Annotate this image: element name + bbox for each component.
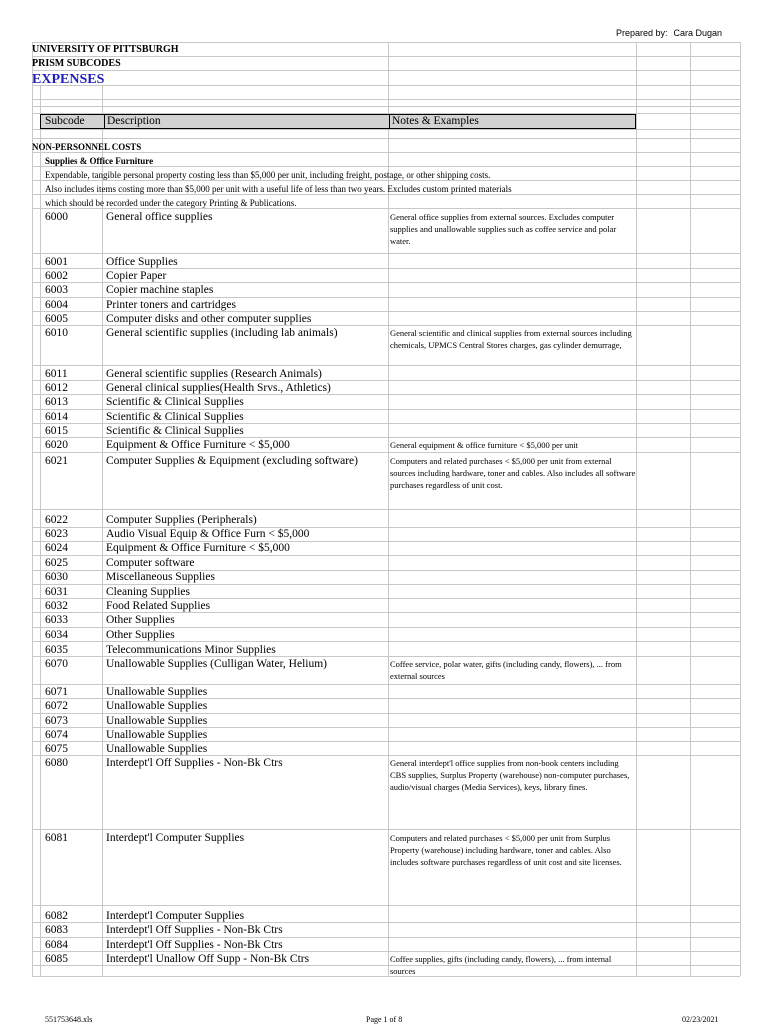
subcode-cell: 6035 xyxy=(45,644,68,656)
subcode-cell: 6020 xyxy=(45,439,68,451)
grid-row-line xyxy=(32,452,740,453)
subcode-cell: 6071 xyxy=(45,686,68,698)
subcode-cell: 6002 xyxy=(45,270,68,282)
description-cell: Other Supplies xyxy=(106,629,175,641)
notes-cell: General office supplies from external sources. Excludes computer supplies and unallowable supplies such as coffee service and polar water. xyxy=(390,212,617,246)
subcode-cell: 6021 xyxy=(45,455,68,467)
description-cell: Scientific & Clinical Supplies xyxy=(106,411,244,423)
subcode-cell: 6013 xyxy=(45,396,68,408)
grid-row-line xyxy=(32,42,740,43)
grid-row-line xyxy=(32,166,740,167)
notes-cell: General scientific and clinical supplies from external sources including chemicals, UPMCS Central Stores charges, gas cylinder demurrage, xyxy=(390,328,632,350)
description-cell: Interdept'l Unallow Off Supp - Non-Bk Ctrs xyxy=(106,953,310,965)
description-cell: Unallowable Supplies xyxy=(106,729,208,741)
subcode-cell: 6081 xyxy=(45,832,68,844)
subcode-cell: 6073 xyxy=(45,715,68,727)
notes-cell: Coffee service, polar water, gifts (including candy, flowers), ... from external sources xyxy=(390,659,622,681)
prepared-label: Prepared by: xyxy=(615,28,668,38)
section-title: NON-PERSONNEL COSTS xyxy=(32,142,142,152)
description-cell: Computer disks and other computer supplies xyxy=(106,313,312,325)
description-cell: Computer software xyxy=(106,557,195,569)
description-cell: Miscellaneous Supplies xyxy=(106,571,215,583)
subcode-cell: 6085 xyxy=(45,953,68,965)
section-intro-line: Also includes items costing more than $5,000 per unit with a useful life of less than two years. Excludes custom printed materials xyxy=(45,184,512,194)
description-cell: Interdept'l Computer Supplies xyxy=(106,910,245,922)
description-cell: General scientific supplies (including lab animals) xyxy=(106,327,338,339)
grid-row-line xyxy=(32,713,740,714)
description-cell: Copier Paper xyxy=(106,270,167,282)
subcode-cell: 6001 xyxy=(45,256,68,268)
description-cell: Interdept'l Off Supplies - Non-Bk Ctrs xyxy=(106,757,283,769)
document-subtitle: PRISM SUBCODES xyxy=(32,58,121,69)
subcode-cell: 6010 xyxy=(45,327,68,339)
grid-row-line xyxy=(32,584,740,585)
subcode-cell: 6012 xyxy=(45,382,68,394)
grid-row-line xyxy=(32,409,740,410)
subcode-cell: 6075 xyxy=(45,743,68,755)
grid-row-line xyxy=(32,99,740,100)
subcode-cell: 6080 xyxy=(45,757,68,769)
grid-row-line xyxy=(32,555,740,556)
subcode-cell: 6004 xyxy=(45,299,68,311)
subcode-cell: 6083 xyxy=(45,924,68,936)
description-cell: Other Supplies xyxy=(106,614,175,626)
grid-row-line xyxy=(32,937,740,938)
description-cell: Unallowable Supplies xyxy=(106,686,208,698)
grid-column-line xyxy=(102,85,103,976)
notes-cell: Coffee supplies, gifts (including candy, flowers), ... from internal sources xyxy=(390,954,612,976)
grid-row-line xyxy=(32,56,740,57)
description-cell: General clinical supplies(Health Srvs., Athletics) xyxy=(106,382,331,394)
description-cell: Unallowable Supplies (Culligan Water, Helium) xyxy=(106,658,328,670)
subcode-cell: 6084 xyxy=(45,939,68,951)
subcode-cell: 6072 xyxy=(45,700,68,712)
subcode-cell: 6082 xyxy=(45,910,68,922)
page-title: EXPENSES xyxy=(32,72,105,87)
grid-row-line xyxy=(32,180,740,181)
description-cell: Interdept'l Computer Supplies xyxy=(106,832,245,844)
description-cell: Interdept'l Off Supplies - Non-Bk Ctrs xyxy=(106,939,283,951)
grid-row-line xyxy=(32,297,740,298)
subcode-cell: 6070 xyxy=(45,658,68,670)
description-cell: Audio Visual Equip & Office Furn < $5,000 xyxy=(106,528,310,540)
grid-row-line xyxy=(32,70,740,71)
grid-row-line xyxy=(32,129,740,130)
grid-row-line xyxy=(32,85,740,86)
subcode-cell: 6000 xyxy=(45,211,68,223)
notes-cell: General interdept'l office supplies from non-book centers including CBS supplies, Surplus Property (warehouse) non-computer purchases, audio/visual charges (Media Services), keys, library fines. xyxy=(390,758,630,792)
grid-row-line xyxy=(32,138,740,139)
subcode-cell: 6032 xyxy=(45,600,68,612)
university-name: UNIVERSITY OF PITTSBURGH xyxy=(32,44,179,55)
subcode-cell: 6015 xyxy=(45,425,68,437)
grid-column-line xyxy=(40,85,41,976)
column-header-notes: Notes & Examples xyxy=(392,115,479,127)
subcode-cell: 6014 xyxy=(45,411,68,423)
description-cell: Cleaning Supplies xyxy=(106,586,191,598)
notes-cell: General equipment & office furniture < $5,000 per unit xyxy=(390,440,579,450)
subcode-cell: 6031 xyxy=(45,586,68,598)
section-intro-line: which should be recorded under the category Printing & Publications. xyxy=(45,198,297,208)
notes-cell: Computers and related purchases < $5,000 per unit from Surplus Property (warehouse) including hardware, toner and cables. Also includes software purchases regardless of unit cost and site licenses. xyxy=(390,833,622,867)
footer-page-number: Page 1 of 8 xyxy=(366,1015,403,1024)
grid-row-line xyxy=(32,627,740,628)
subcode-cell: 6022 xyxy=(45,514,68,526)
description-cell: General scientific supplies (Research Animals) xyxy=(106,368,322,380)
description-cell: Equipment & Office Furniture < $5,000 xyxy=(106,542,290,554)
grid-row-line xyxy=(32,509,740,510)
column-header-description: Description xyxy=(107,115,161,127)
subcode-cell: 6034 xyxy=(45,629,68,641)
description-cell: Copier machine staples xyxy=(106,284,214,296)
prepared-by xyxy=(0,28,722,38)
subcode-cell: 6030 xyxy=(45,571,68,583)
subcode-cell: 6024 xyxy=(45,542,68,554)
notes-cell: Computers and related purchases < $5,000 per unit from external sources including hardware, toner and cables. Also includes all software purchases regardless of unit cost. xyxy=(390,456,636,490)
description-cell: Telecommunications Minor Supplies xyxy=(106,644,276,656)
grid-row-line xyxy=(32,829,740,830)
grid-column-line xyxy=(740,42,741,976)
description-cell: Scientific & Clinical Supplies xyxy=(106,396,244,408)
grid-row-line xyxy=(32,208,740,209)
section-intro-line: Expendable, tangible personal property costing less than $5,000 per unit, including freight, postage, or other shipping costs. xyxy=(45,170,491,180)
grid-row-line xyxy=(32,905,740,906)
description-cell: Scientific & Clinical Supplies xyxy=(106,425,244,437)
description-cell: Interdept'l Off Supplies - Non-Bk Ctrs xyxy=(106,924,283,936)
grid-row-line xyxy=(32,106,740,107)
description-cell: Food Related Supplies xyxy=(106,600,211,612)
prepared-name: Cara Dugan xyxy=(673,28,722,38)
description-cell: Printer toners and cartridges xyxy=(106,299,236,311)
grid-row-line xyxy=(32,365,740,366)
column-header-row xyxy=(40,114,636,129)
section-subtitle: Supplies & Office Furniture xyxy=(45,156,154,166)
grid-row-line xyxy=(32,194,740,195)
description-cell: Unallowable Supplies xyxy=(106,743,208,755)
subcode-cell: 6011 xyxy=(45,368,68,380)
description-cell: Computer Supplies (Peripherals) xyxy=(106,514,257,526)
description-cell: Unallowable Supplies xyxy=(106,715,208,727)
description-cell: Unallowable Supplies xyxy=(106,700,208,712)
column-header-subcode: Subcode xyxy=(45,115,85,127)
description-cell: General office supplies xyxy=(106,211,213,223)
description-cell: Computer Supplies & Equipment (excluding software) xyxy=(106,455,358,467)
subcode-cell: 6025 xyxy=(45,557,68,569)
grid-row-line xyxy=(32,684,740,685)
description-cell: Equipment & Office Furniture < $5,000 xyxy=(106,439,290,451)
subcode-cell: 6003 xyxy=(45,284,68,296)
subcode-cell: 6005 xyxy=(45,313,68,325)
subcode-cell: 6023 xyxy=(45,528,68,540)
footer-filename: 551753648.xls xyxy=(45,1015,93,1024)
subcode-cell: 6033 xyxy=(45,614,68,626)
grid-row-line xyxy=(32,152,740,153)
footer-date: 02/23/2021 xyxy=(682,1015,719,1024)
grid-row-line xyxy=(32,253,740,254)
description-cell: Office Supplies xyxy=(106,256,178,268)
subcode-cell: 6074 xyxy=(45,729,68,741)
